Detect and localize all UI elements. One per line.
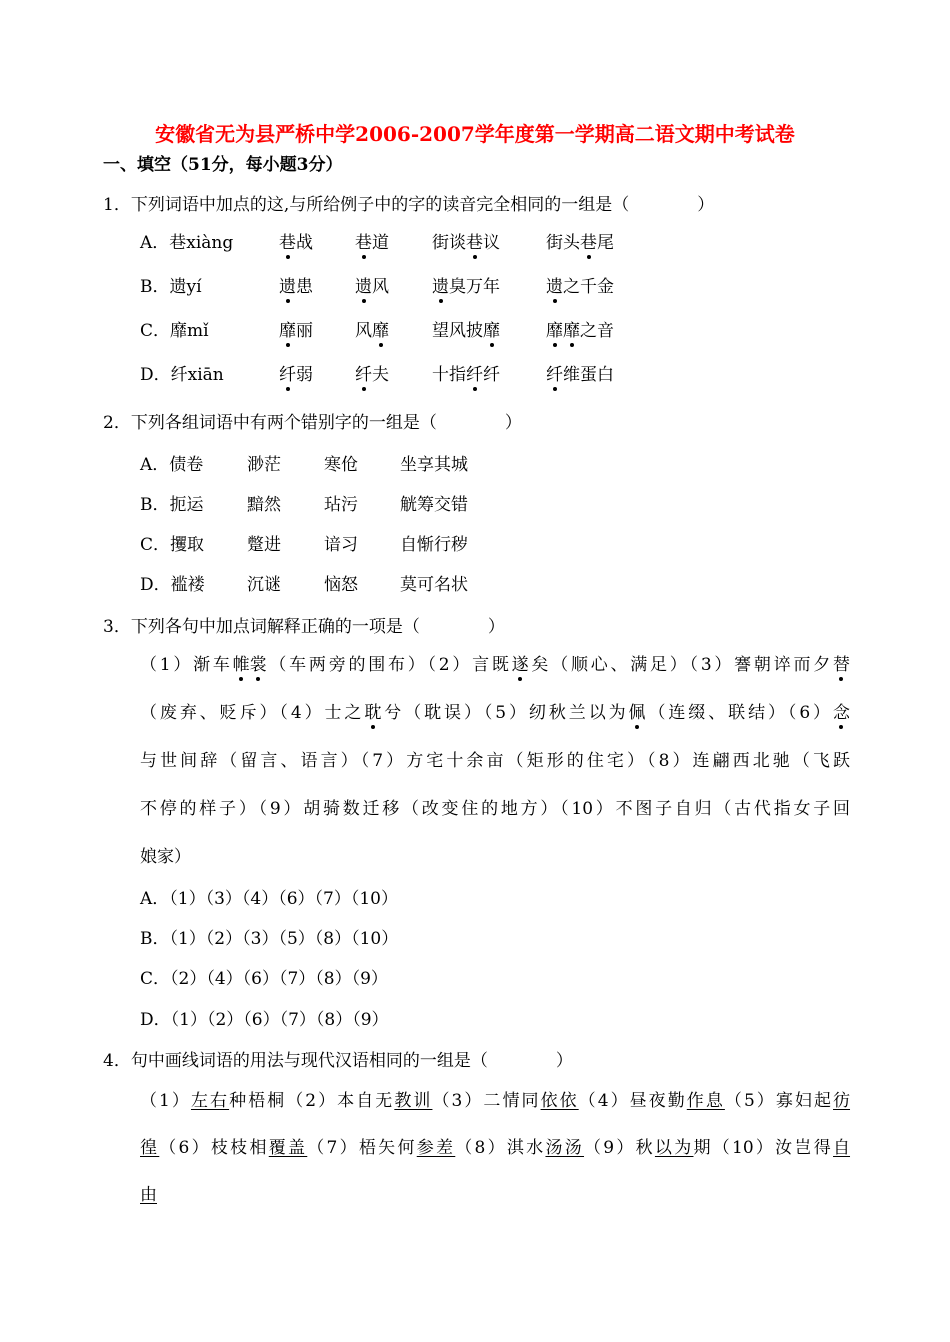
q1-option-cell: 纤维蛋白 [546,360,614,385]
q2-option-cell: 玷污 [324,495,358,515]
q2-option-cell: A．债卷 [140,455,204,475]
q2-option-cell: D．褴褛 [140,575,205,595]
q2-option-cell: B．扼运 [140,495,204,515]
question-2-stem: 2．下列各组词语中有两个错别字的一组是（ ） [103,413,522,433]
q1-option-cell: 靡靡之音 [546,316,614,341]
q1-option-cell: D．纤xiān [140,365,224,385]
q2-option-cell: 沉谜 [247,575,281,595]
q1-option-cell: 遗患 [279,272,313,297]
q3-option: B．（1）（2）（3）（5）（8）（10） [140,929,399,949]
q2-option-cell: 坐享其城 [400,455,468,475]
q1-option-cell: 巷道 [355,228,389,253]
q2-option-cell: 觥筹交错 [400,495,468,515]
question-4-stem: 4．句中画线词语的用法与现代汉语相同的一组是（ ） [103,1051,573,1071]
question-1-stem: 1．下列词语中加点的这,与所给例子中的字的读音完全相同的一组是（ ） [103,195,715,215]
q3-option: A．（1）（3）（4）（6）（7）（10） [140,889,398,909]
q1-option-cell: 遗之千金 [546,272,614,297]
q3-passage-line: 娘家） [140,847,191,867]
q4-passage-line: （1）左右种梧桐（2）本自无教训（3）二情同依依（4）昼夜勤作息（5）寡妇起彷 [140,1091,851,1111]
q1-option-cell: 遗风 [355,272,389,297]
q3-option: D．（1）（2）（6）（7）（8）（9） [140,1010,389,1030]
q2-option-cell: 自惭行秽 [400,535,468,555]
q3-passage-line: 与世间辞（留言、语言）（7）方宅十余亩（矩形的住宅）（8）连翩西北驰（飞跃 [140,751,850,771]
q3-passage-line: 不停的样子）（9）胡骑数迁移（改变住的地方）（10）不图子自归（古代指女子回 [140,799,850,819]
q3-passage-line: （1）渐车帷裳（车两旁的围布）（2）言既遂矣（顺心、满足）（3）謇朝谇而夕替 [140,650,850,675]
page-title: 安徽省无为县严桥中学2006-2007学年度第一学期高二语文期中考试卷 [155,122,795,146]
q2-option-cell: 莫可名状 [400,575,468,595]
q1-option-cell: 纤夫 [355,360,389,385]
q2-option-cell: 渺茫 [247,455,281,475]
q2-option-cell: 谙习 [324,535,358,555]
q3-passage-line: （废弃、贬斥）（4）士之耽兮（耽误）（5）纫秋兰以为佩（连缀、联结）（6）念 [140,698,850,723]
q1-option-cell: 街头巷尾 [546,228,614,253]
q1-option-cell: 街谈巷议 [432,228,500,253]
q1-option-cell: 纤弱 [279,360,313,385]
question-3-stem: 3．下列各句中加点词解释正确的一项是（ ） [103,617,505,637]
q2-option-cell: 蹩进 [247,535,281,555]
q2-option-cell: 恼怒 [324,575,358,595]
q1-option-cell: B．遗yí [140,277,202,297]
q1-option-cell: 靡丽 [279,316,313,341]
q4-passage-line: 徨（6）枝枝相覆盖（7）梧矢何参差（8）淇水汤汤（9）秋以为期（10）汝岂得自 [140,1138,851,1158]
q1-option-cell: 风靡 [355,316,389,341]
q2-option-cell: 寒伧 [324,455,358,475]
q3-option: C．（2）（4）（6）（7）（8）（9） [140,969,388,989]
q1-option-cell: 十指纤纤 [432,360,500,385]
q1-option-cell: 巷战 [279,228,313,253]
q4-passage-line: 由 [140,1185,157,1205]
q2-option-cell: 黯然 [247,495,281,515]
q1-option-cell: 遗臭万年 [432,272,500,297]
q1-option-cell: 望风披靡 [432,316,500,341]
section-heading: 一、填空（51分，每小题3分） [103,155,343,175]
q2-option-cell: C．攫取 [140,535,205,555]
q1-option-cell: C．靡mǐ [140,321,209,341]
q1-option-cell: A．巷xiàng [140,233,234,253]
